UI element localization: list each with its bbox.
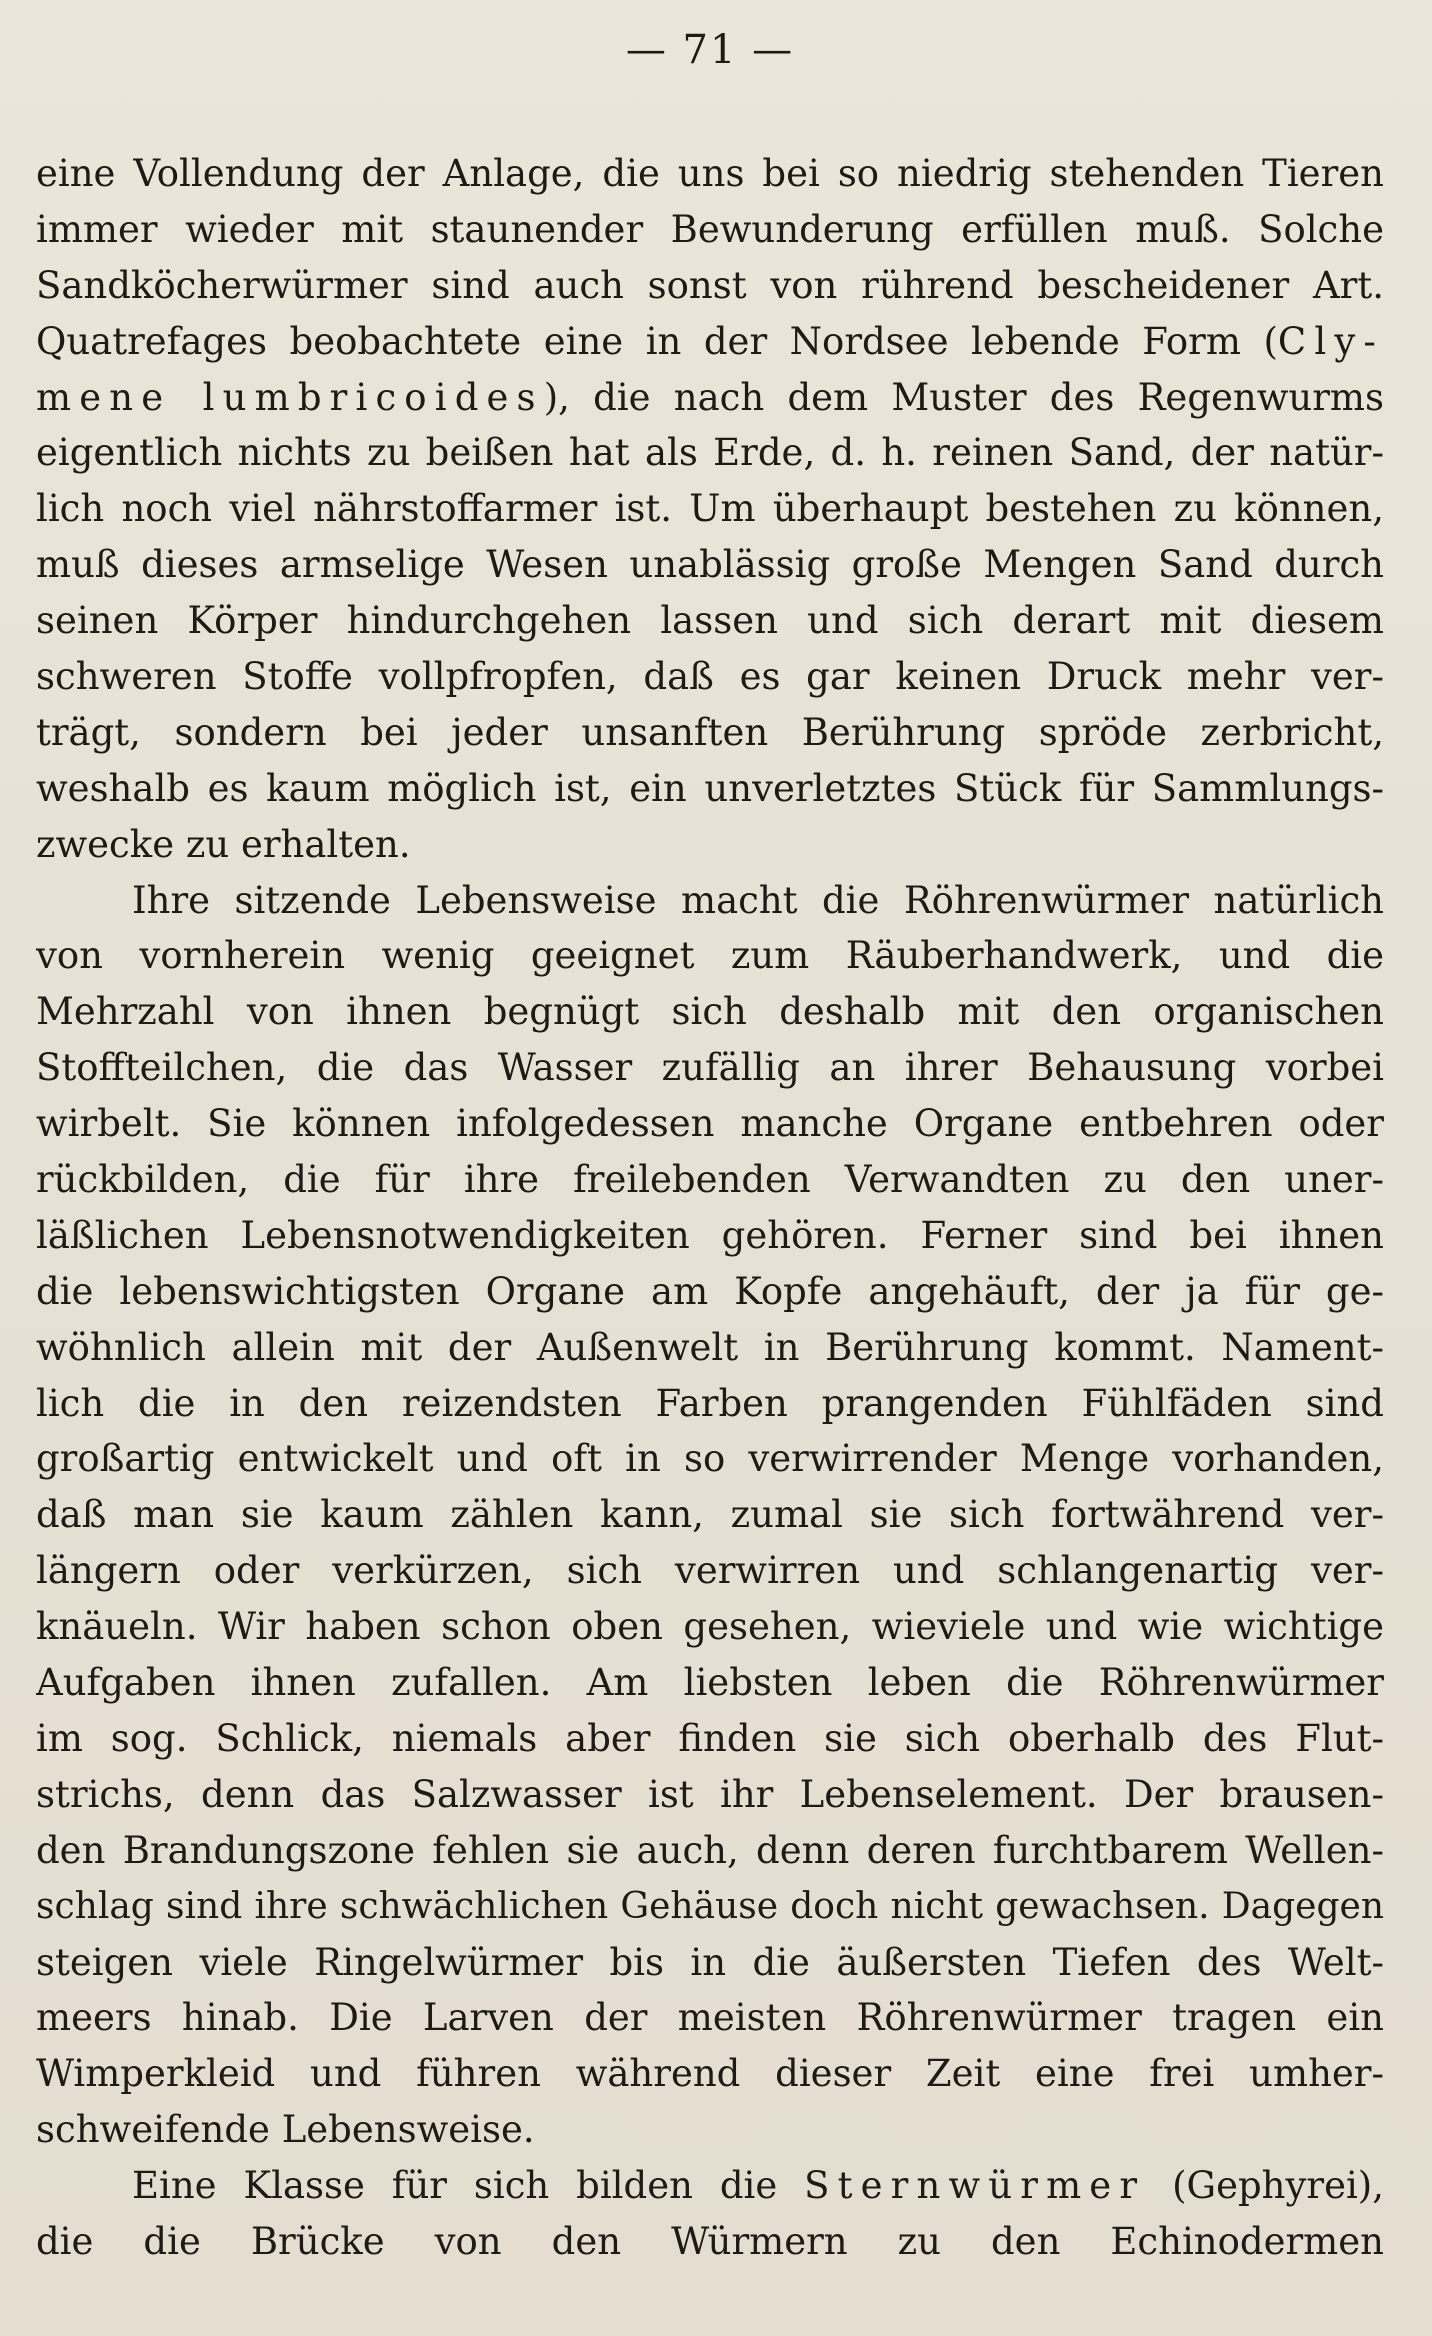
text-line: eigentlich nichts zu beißen hat als Erde, d. h. reinen Sand, der natür- (36, 431, 1384, 475)
text-line: muß dieses armselige Wesen unablässig große Mengen Sand durch (36, 543, 1384, 587)
text-line: seinen Körper hindurchgehen lassen und sich derart mit diesem (36, 599, 1384, 643)
text-line: Quatrefages beobachtete eine in der Nordsee lebende Form (Cly- (36, 319, 1384, 363)
text-line: mene lumbricoides), die nach dem Muster des Regenwurms (36, 375, 1384, 419)
text-line: eine Vollendung der Anlage, die uns bei so niedrig stehenden Tieren (36, 152, 1384, 195)
text-line: längern oder verkürzen, sich verwirren und schlangenartig ver- (36, 1549, 1384, 1593)
text-line: weshalb es kaum möglich ist, ein unverletztes Stück für Sammlungs- (36, 766, 1384, 810)
text-line: knäueln. Wir haben schon oben gesehen, wieviele und wie wichtige (36, 1605, 1384, 1649)
text-line: von vornherein wenig geeignet zum Räuberhandwerk, und die (36, 934, 1384, 978)
text-line: Stoffteilchen, die das Wasser zufällig an ihrer Behausung vorbei (36, 1046, 1384, 1090)
emphasized-term: Cly- (1277, 319, 1384, 363)
text-line: wirbelt. Sie können infolgedessen manche Organe entbehren oder (36, 1102, 1384, 1146)
text-line-paragraph-end: zwecke zu erhalten. (36, 822, 411, 866)
text-line: strichs, denn das Salzwasser ist ihr Lebenselement. Der brausen- (36, 1772, 1384, 1816)
text-line: den Brandungszone fehlen sie auch, denn deren furchtbarem Wellen- (36, 1828, 1384, 1872)
text-line: Mehrzahl von ihnen begnügt sich deshalb mit den organischen (36, 990, 1384, 1034)
text-line: die die Brücke von den Würmern zu den Echinodermen (36, 2219, 1384, 2263)
emphasized-term: Sternwürmer (804, 2164, 1146, 2208)
text-line: immer wieder mit staunender Bewunderung erfüllen muß. Solche (36, 207, 1384, 251)
text-line: im sog. Schlick, niemals aber finden sie sich oberhalb des Flut- (36, 1716, 1384, 1760)
body-text (36, 146, 1384, 2270)
text-line: daß man sie kaum zählen kann, zumal sie sich fortwährend ver- (36, 1493, 1384, 1537)
text-line: meers hinab. Die Larven der meisten Röhrenwürmer tragen ein (36, 1996, 1384, 2040)
text-line: die lebenswichtigsten Organe am Kopfe angehäuft, der ja für ge- (36, 1269, 1384, 1313)
text-line: lich noch viel nährstoffarmer ist. Um überhaupt bestehen zu können, (36, 487, 1384, 531)
text-line: steigen viele Ringelwürmer bis in die äußersten Tiefen des Welt- (36, 1940, 1384, 1984)
emphasized-term: mene lumbricoides (36, 375, 544, 419)
text-line: trägt, sondern bei jeder unsanften Berührung spröde zerbricht, (36, 710, 1384, 754)
text-line-paragraph-start: Eine Klasse für sich bilden die Sternwürmer (Gephyrei), (132, 2164, 1384, 2208)
text-line: lich die in den reizendsten Farben prangenden Fühlfäden sind (36, 1381, 1384, 1425)
page-number: — 71 — (625, 27, 795, 73)
text-line: Wimperkleid und führen während dieser Zeit eine frei umher- (36, 2052, 1384, 2096)
text-line: schweren Stoffe vollpfropfen, daß es gar keinen Druck mehr ver- (36, 655, 1384, 699)
text-line: Sandköcherwürmer sind auch sonst von rührend bescheidener Art. (36, 263, 1384, 307)
text-line: Aufgaben ihnen zufallen. Am liebsten leben die Röhrenwürmer (36, 1661, 1384, 1705)
text-line: wöhnlich allein mit der Außenwelt in Berührung kommt. Nament- (36, 1325, 1384, 1369)
text-line: großartig entwickelt und oft in so verwirrender Menge vorhanden, (36, 1437, 1384, 1481)
text-line: läßlichen Lebensnotwendigkeiten gehören. Ferner sind bei ihnen (36, 1213, 1384, 1257)
text-line: schlag sind ihre schwächlichen Gehäuse doch nicht gewachsen. Dagegen (36, 1885, 1384, 1927)
text-line-paragraph-start: Ihre sitzende Lebensweise macht die Röhrenwürmer natürlich (132, 878, 1384, 922)
text-line: rückbilden, die für ihre freilebenden Verwandten zu den uner- (36, 1158, 1384, 1202)
text-line-paragraph-end: schweifende Lebensweise. (36, 2108, 535, 2152)
